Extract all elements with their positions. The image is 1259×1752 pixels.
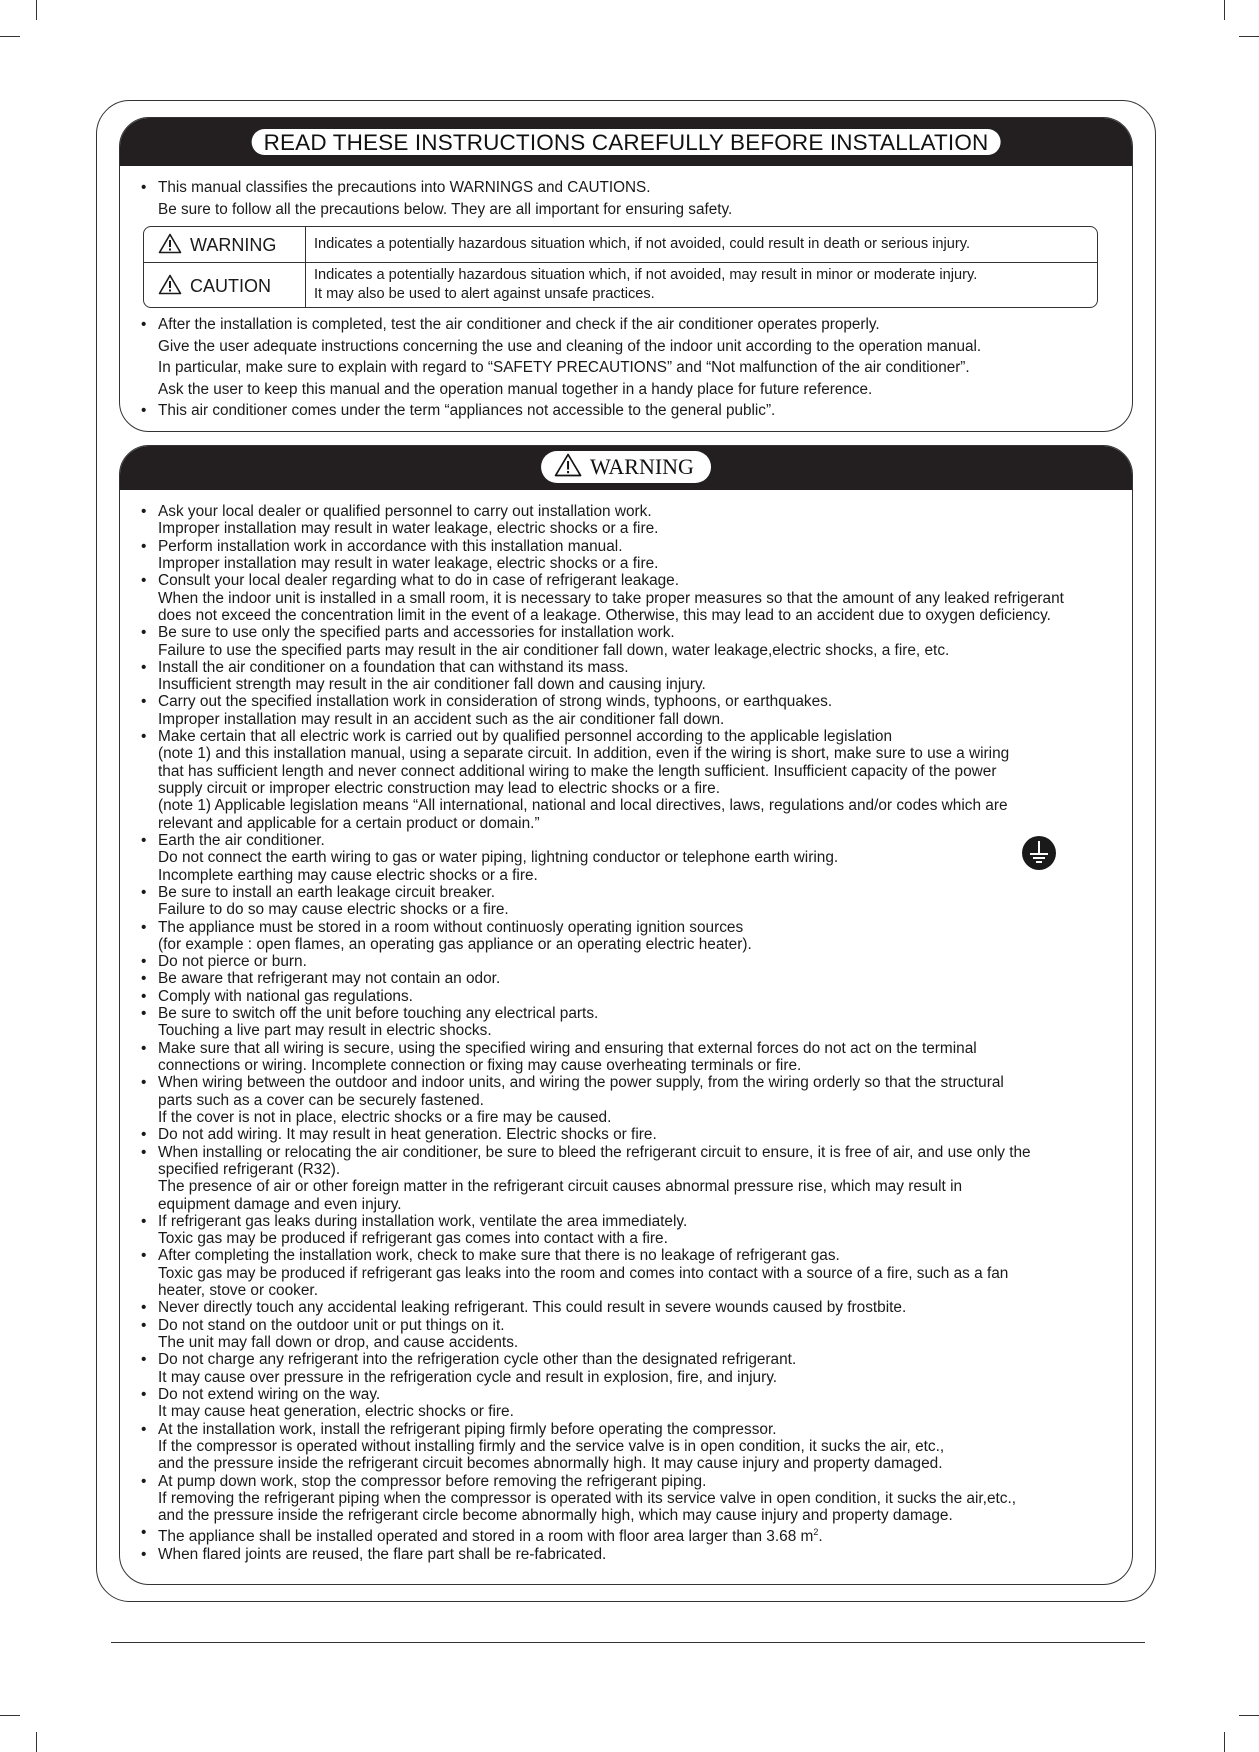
- list-item-continuation: equipment damage and even injury.: [158, 1195, 402, 1213]
- list-item-continuation: Improper installation may result in water leakage, electric shocks or a fire.: [158, 554, 659, 572]
- list-item: • Make certain that all electric work is carried out by qualified personnel according to the applicable legislation: [141, 728, 893, 746]
- crop-mark: [1224, 0, 1225, 20]
- list-item: • This air conditioner comes under the term “appliances not accessible to the general public”.: [141, 402, 776, 419]
- list-item: • Comply with national gas regulations.: [141, 987, 413, 1005]
- list-item-continuation: It may cause over pressure in the refrigeration cycle and result in explosion, fire, and injury.: [158, 1368, 778, 1386]
- list-item-continuation: and the pressure inside the refrigerant circuit becomes abnormally high. It may cause injury and property damaged.: [158, 1455, 943, 1473]
- list-item-continuation: Insufficient strength may result in the air conditioner fall down and causing injury.: [158, 676, 706, 694]
- crop-mark: [0, 1715, 20, 1716]
- list-item-continuation: Touching a live part may result in electric shocks.: [158, 1022, 492, 1040]
- list-item-continuation: Be sure to follow all the precautions below. They are all important for ensuring safety.: [158, 200, 733, 218]
- list-item: • Do not stand on the outdoor unit or put things on it.: [141, 1316, 505, 1334]
- warning-triangle-icon: [554, 453, 582, 477]
- list-item: • Ask your local dealer or qualified personnel to carry out installation work.: [141, 503, 652, 520]
- legend-row-warning: [144, 227, 1097, 263]
- list-item: • Do not extend wiring on the way.: [141, 1385, 381, 1403]
- warning-box: [119, 445, 1133, 1585]
- list-item-continuation: Ask the user to keep this manual and the operation manual together in a handy place for future reference.: [158, 380, 873, 398]
- list-item: • After completing the installation work, check to make sure that there is no leakage of refrigerant gas.: [141, 1247, 840, 1265]
- list-item-continuation: heater, stove or cooker.: [158, 1282, 318, 1300]
- list-item: • Be aware that refrigerant may not contain an odor.: [141, 970, 501, 988]
- legend-warning-text: Indicates a potentially hazardous situation which, if not avoided, could result in death or serious injury.: [306, 227, 1097, 263]
- list-item: • When installing or relocating the air conditioner, be sure to bleed the refrigerant circuit to ensure, it is free of air, and use only the: [141, 1143, 1031, 1161]
- list-item-continuation: The presence of air or other foreign matter in the refrigerant circuit causes abnormal pressure rise, which may result in: [158, 1178, 963, 1196]
- list-item-continuation: parts such as a cover can be securely fastened.: [158, 1091, 484, 1109]
- list-item: • When wiring between the outdoor and indoor units, and wiring the power supply, from the wiring orderly so that the structural: [141, 1074, 1004, 1092]
- list-item: • After the installation is completed, test the air conditioner and check if the air conditioner operates properly.: [141, 316, 880, 333]
- intro-text: [130, 177, 1130, 220]
- warning-header: [120, 446, 1132, 490]
- warning-triangle-icon: [158, 233, 182, 254]
- list-item: • Install the air conditioner on a foundation that can withstand its mass.: [141, 658, 629, 676]
- list-item: • Do not charge any refrigerant into the refrigeration cycle other than the designated refrigerant.: [141, 1351, 797, 1369]
- list-item: • Consult your local dealer regarding what to do in case of refrigerant leakage.: [141, 572, 680, 590]
- list-item-continuation: Failure to use the specified parts may result in the air conditioner fall down, water leakage,electric shocks, a fire, etc.: [158, 641, 950, 659]
- warning-title: WARNING: [541, 451, 711, 483]
- list-item: • Perform installation work in accordance with this installation manual.: [141, 537, 623, 555]
- crop-mark: [0, 36, 20, 37]
- crop-mark: [36, 0, 37, 20]
- list-item-continuation: does not exceed the concentration limit in the event of a leakage. Otherwise, this may lead to an accident due to oxygen deficiency.: [158, 606, 1051, 624]
- hazard-legend-table: [143, 226, 1098, 308]
- list-item: • Be sure to switch off the unit before touching any electrical parts.: [141, 1005, 599, 1023]
- list-item: • Never directly touch any accidental leaking refrigerant. This could result in severe wounds caused by frostbite.: [141, 1299, 907, 1317]
- list-item: • This manual classifies the precautions into WARNINGS and CAUTIONS.: [141, 179, 651, 196]
- list-item: • The appliance must be stored in a room without continuosly operating ignition sources: [141, 918, 744, 936]
- list-item-continuation: that has sufficient length and never connect additional wiring to make the length sufficient. Insufficient capacity of the power: [158, 762, 997, 780]
- list-item-continuation: If the compressor is operated without installing firmly and the service valve is in open condition, it sucks the air, etc.,: [158, 1437, 945, 1455]
- list-item-continuation: Failure to do so may cause electric shocks or a fire.: [158, 901, 509, 919]
- list-item-continuation: The unit may fall down or drop, and cause accidents.: [158, 1334, 519, 1351]
- list-item-continuation: If the cover is not in place, electric shocks or a fire may be caused.: [158, 1108, 612, 1126]
- legend-caution-text: [306, 263, 1097, 307]
- list-item-continuation: connections or wiring. Incomplete connection or fixing may cause overheating terminals or fire.: [158, 1057, 802, 1074]
- list-item-continuation: Toxic gas may be produced if refrigerant gas leaks into the room and comes into contact with a source of a fire, such as a fan: [158, 1264, 1009, 1282]
- list-item: • Make sure that all wiring is secure, using the specified wiring and ensuring that external forces do not act on the terminal: [141, 1039, 977, 1057]
- list-item-continuation: (note 1) and this installation manual, using a separate circuit. In addition, even if the wiring is short, make sure to use a wiring: [158, 745, 1010, 763]
- list-item-continuation: It may cause heat generation, electric shocks or fire.: [158, 1403, 514, 1421]
- list-item-continuation: specified refrigerant (R32).: [158, 1160, 341, 1178]
- list-item-continuation: In particular, make sure to explain with regard to “SAFETY PRECAUTIONS” and “Not malfunction of the air conditioner”.: [158, 359, 970, 376]
- crop-mark: [1224, 1732, 1225, 1752]
- list-item-continuation: Give the user adequate instructions concerning the use and cleaning of the indoor unit according to the operation manual.: [158, 337, 982, 355]
- instructions-header: [120, 118, 1132, 166]
- legend-row-caution: [144, 263, 1097, 307]
- list-item: • At pump down work, stop the compressor before removing the refrigerant piping.: [141, 1472, 707, 1490]
- list-item: • Carry out the specified installation work in consideration of strong winds, typhoons, or earthquakes.: [141, 693, 833, 711]
- after-install-text: [130, 314, 1130, 422]
- list-item-continuation: Toxic gas may be produced if refrigerant gas comes into contact with a fire.: [158, 1230, 668, 1248]
- list-item: • At the installation work, install the refrigerant piping firmly before operating the compressor.: [141, 1420, 777, 1438]
- crop-mark: [1239, 1715, 1259, 1716]
- legend-caution-label: CAUTION: [144, 263, 306, 307]
- list-item: • When flared joints are reused, the flare part shall be re-fabricated.: [141, 1545, 607, 1563]
- legend-caution-line: It may also be used to alert against unsafe practices.: [314, 286, 655, 302]
- list-item-continuation: Incomplete earthing may cause electric shocks or a fire.: [158, 866, 538, 884]
- crop-mark: [36, 1732, 37, 1752]
- list-item: • If refrigerant gas leaks during installation work, ventilate the area immediately.: [141, 1212, 688, 1230]
- earth-ground-icon: [1021, 835, 1057, 871]
- legend-warning-label: WARNING: [144, 227, 306, 263]
- footer-rule: [111, 1642, 1145, 1643]
- list-item-continuation: Do not connect the earth wiring to gas or water piping, lightning conductor or telephone earth wiring.: [158, 849, 839, 867]
- list-item: • Do not pierce or burn.: [141, 953, 307, 971]
- list-item: • Do not add wiring. It may result in heat generation. Electric shocks or fire.: [141, 1126, 657, 1144]
- legend-caution-line: Indicates a potentially hazardous situation which, if not avoided, may result in minor or moderate injury.: [314, 266, 978, 283]
- list-item: • Earth the air conditioner.: [141, 831, 325, 849]
- warning-list: [130, 503, 1133, 1563]
- list-item-continuation: supply circuit or improper electric construction may lead to electric shocks or a fire.: [158, 780, 720, 797]
- instructions-title: READ THESE INSTRUCTIONS CAREFULLY BEFORE INSTALLATION: [252, 129, 1001, 155]
- list-item-continuation: (for example : open flames, an operating gas appliance or an operating electric heater).: [158, 935, 752, 953]
- caution-triangle-icon: [158, 274, 182, 295]
- list-item-continuation: When the indoor unit is installed in a small room, it is necessary to take proper measures so that the amount of any leaked refrigerant: [158, 589, 1064, 607]
- list-item: • Be sure to use only the specified parts and accessories for installation work.: [141, 624, 675, 642]
- list-item-continuation: Improper installation may result in an accident such as the air conditioner fall down.: [158, 710, 725, 728]
- crop-mark: [1239, 36, 1259, 37]
- list-item-continuation: If removing the refrigerant piping when the compressor is operated with its service valve in open condition, it sucks the air,etc.,: [158, 1489, 1017, 1507]
- list-item-continuation: and the pressure inside the refrigerant circle become abnormally high, which may cause injury and property damage.: [158, 1507, 953, 1525]
- list-item-continuation: Improper installation may result in water leakage, electric shocks or a fire.: [158, 520, 659, 538]
- list-item-continuation: relevant and applicable for a certain product or domain.”: [158, 814, 540, 832]
- superscript: 2: [813, 1527, 819, 1538]
- list-item: • Be sure to install an earth leakage circuit breaker.: [141, 883, 496, 901]
- list-item-continuation: (note 1) Applicable legislation means “All international, national and local directives, laws, regulations and/or codes which are: [158, 797, 1008, 815]
- list-item: • The appliance shall be installed operated and stored in a room with floor area larger than 3.68 $m^2$.: [141, 1524, 823, 1546]
